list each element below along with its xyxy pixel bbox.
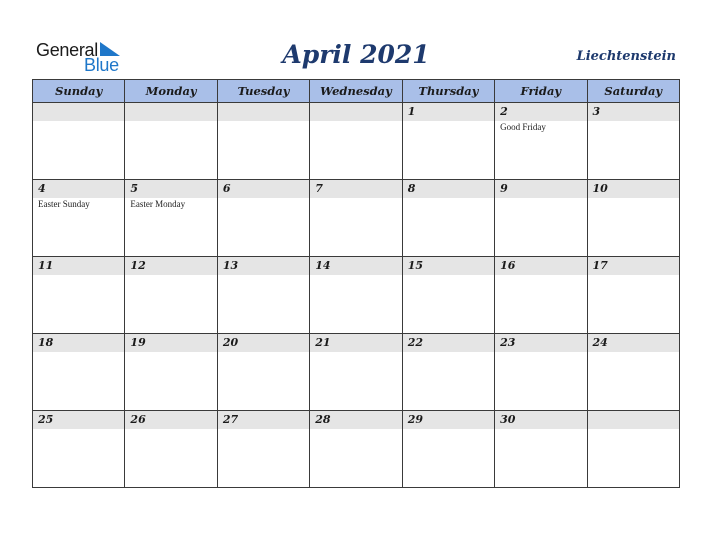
day-cell[interactable]	[217, 103, 309, 180]
day-number: 9	[500, 182, 508, 195]
day-cell[interactable]	[587, 334, 679, 411]
day-number-bar	[403, 411, 494, 429]
day-number-bar	[33, 257, 124, 275]
day-number-bar	[218, 334, 309, 352]
day-number-bar	[218, 257, 309, 275]
day-cell[interactable]	[587, 103, 679, 180]
day-cell[interactable]	[495, 334, 587, 411]
weekday-friday: Friday	[495, 80, 587, 103]
day-cell[interactable]	[587, 180, 679, 257]
week-row	[33, 411, 680, 488]
day-cell[interactable]	[217, 257, 309, 334]
day-cell[interactable]	[310, 103, 402, 180]
weekday-saturday: Saturday	[587, 80, 679, 103]
day-number: 23	[500, 336, 516, 349]
day-number: 22	[407, 336, 423, 349]
day-number: 27	[222, 413, 239, 426]
day-number: 4	[38, 182, 46, 195]
day-number: 8	[407, 182, 416, 195]
day-number-bar	[33, 334, 124, 352]
weekday-tuesday: Tuesday	[217, 80, 309, 103]
day-number-bar	[310, 257, 401, 275]
day-cell[interactable]	[217, 411, 309, 488]
day-number-bar	[125, 411, 216, 429]
day-number: 19	[130, 336, 146, 349]
weekday-sunday: Sunday	[33, 80, 125, 103]
day-number: 29	[407, 413, 423, 426]
calendar-title: April 2021	[282, 40, 430, 69]
day-number: 7	[315, 182, 323, 195]
day-cell[interactable]	[495, 180, 587, 257]
country-name: Liechtenstein	[576, 49, 676, 64]
day-number-bar	[310, 103, 401, 121]
day-number-bar	[218, 411, 309, 429]
day-number-bar	[403, 334, 494, 352]
logo-text-blue: Blue	[84, 55, 119, 75]
day-number-bar	[403, 257, 494, 275]
day-number-bar	[125, 180, 216, 198]
day-number: 20	[222, 336, 239, 349]
day-number-bar	[218, 180, 309, 198]
day-cell[interactable]	[402, 180, 494, 257]
day-number-bar	[310, 180, 401, 198]
day-number-bar	[310, 334, 401, 352]
day-number-bar	[588, 103, 679, 121]
day-number-bar	[33, 103, 124, 121]
day-number: 18	[38, 336, 54, 349]
day-cell[interactable]	[310, 257, 402, 334]
day-cell[interactable]	[495, 257, 587, 334]
day-number-bar	[495, 103, 586, 121]
week-row	[33, 180, 680, 257]
day-number-bar	[310, 411, 401, 429]
day-cell[interactable]	[495, 103, 587, 180]
weekday-thursday: Thursday	[402, 80, 494, 103]
day-cell[interactable]	[33, 103, 125, 180]
day-cell[interactable]	[217, 334, 309, 411]
holiday-label: Good Friday	[500, 122, 546, 132]
day-number: 10	[592, 182, 608, 195]
day-number: 1	[407, 105, 416, 118]
day-number: 11	[38, 259, 54, 272]
day-cell[interactable]	[587, 257, 679, 334]
day-number-bar	[588, 334, 679, 352]
day-cell[interactable]	[310, 334, 402, 411]
logo-text-general: General	[36, 40, 98, 60]
day-cell[interactable]	[587, 411, 679, 488]
day-number: 30	[500, 413, 516, 426]
holiday-label: Easter Sunday	[38, 199, 90, 209]
day-cell[interactable]	[125, 103, 217, 180]
day-number-bar	[125, 103, 216, 121]
day-number-bar	[33, 411, 124, 429]
day-cell[interactable]	[495, 411, 587, 488]
day-cell[interactable]	[402, 411, 494, 488]
week-row	[33, 103, 680, 180]
day-cell[interactable]	[125, 411, 217, 488]
day-cell[interactable]	[33, 180, 125, 257]
day-number: 2	[500, 105, 508, 118]
day-cell[interactable]	[217, 180, 309, 257]
week-row	[33, 257, 680, 334]
day-number: 14	[315, 259, 331, 272]
day-cell[interactable]	[125, 334, 217, 411]
weekday-monday: Monday	[125, 80, 217, 103]
day-number-bar	[588, 180, 679, 198]
day-cell[interactable]	[402, 334, 494, 411]
day-number-bar	[495, 257, 586, 275]
day-cell[interactable]	[125, 257, 217, 334]
day-number-bar	[125, 257, 216, 275]
day-number: 5	[130, 182, 139, 195]
day-number: 25	[38, 413, 54, 426]
day-cell[interactable]	[33, 411, 125, 488]
day-number-bar	[588, 411, 679, 429]
day-number-bar	[495, 180, 586, 198]
day-number-bar	[495, 411, 586, 429]
day-number-bar	[33, 180, 124, 198]
day-number: 3	[592, 105, 601, 118]
holiday-label: Easter Monday	[130, 199, 186, 209]
day-number-bar	[588, 257, 679, 275]
day-number: 16	[500, 259, 516, 272]
calendar-grid	[32, 79, 680, 488]
day-number: 26	[130, 413, 146, 426]
day-number: 6	[222, 182, 231, 195]
day-number: 17	[592, 259, 608, 272]
day-number-bar	[403, 180, 494, 198]
day-cell[interactable]	[125, 180, 217, 257]
day-cell[interactable]	[310, 411, 402, 488]
day-number: 12	[130, 259, 146, 272]
day-number: 21	[315, 336, 331, 349]
day-number-bar	[403, 103, 494, 121]
weekday-header-row	[33, 80, 680, 103]
day-number-bar	[218, 103, 309, 121]
day-number-bar	[495, 334, 586, 352]
day-number-bar	[125, 334, 216, 352]
day-number: 28	[315, 413, 331, 426]
day-cell[interactable]	[310, 180, 402, 257]
day-number: 24	[592, 336, 608, 349]
day-number: 13	[222, 259, 239, 272]
day-number: 15	[407, 259, 423, 272]
day-cell[interactable]	[402, 103, 494, 180]
day-cell[interactable]	[33, 334, 125, 411]
weekday-wednesday: Wednesday	[310, 80, 402, 103]
week-row	[33, 334, 680, 411]
day-cell[interactable]	[33, 257, 125, 334]
day-cell[interactable]	[402, 257, 494, 334]
